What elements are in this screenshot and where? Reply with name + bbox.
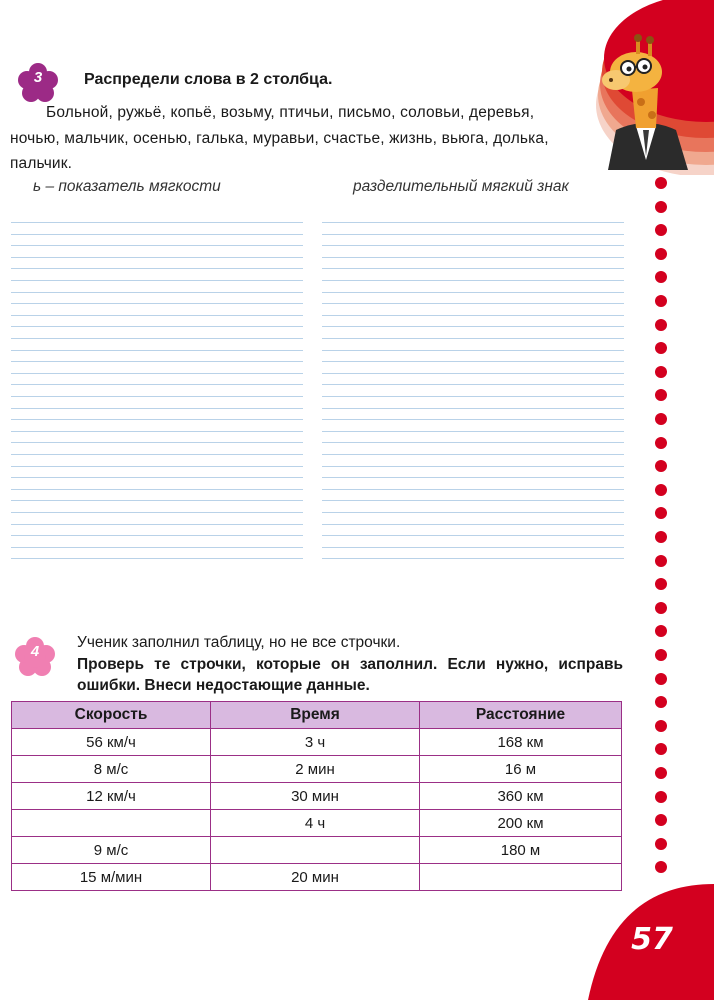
ruled-line [322,361,624,362]
column-header-soft-sign: ь – показатель мягкости [33,178,221,195]
ruled-line [322,547,624,548]
table-row [12,864,622,891]
task3-title: Распредели слова в 2 столбца. [84,71,333,88]
ruled-line [11,350,303,351]
speed-cell[interactable]: 15 м/мин [12,864,211,891]
ruled-line [11,280,303,281]
answer-lines-left[interactable] [11,222,303,572]
margin-dot [655,767,667,779]
margin-dot [655,389,667,401]
task3-badge [17,62,59,104]
ruled-line [322,373,624,374]
margin-dot [655,625,667,637]
ruled-line [11,257,303,258]
margin-dot [655,743,667,755]
ruled-line [322,558,624,559]
ruled-line [11,454,303,455]
margin-dot [655,271,667,283]
speed-time-distance-table [11,701,622,891]
ruled-line [11,547,303,548]
speed-cell[interactable] [12,810,211,837]
margin-dot [655,602,667,614]
ruled-line [11,303,303,304]
ruled-line [11,558,303,559]
margin-dot [655,531,667,543]
giraffe-mascot-icon [596,30,696,170]
ruled-line [322,245,624,246]
ruled-line [11,489,303,490]
ruled-line [11,500,303,501]
margin-dot [655,177,667,189]
speed-cell[interactable]: 12 км/ч [12,783,211,810]
ruled-line [11,292,303,293]
ruled-line [322,466,624,467]
ruled-line [322,535,624,536]
ruled-line [11,384,303,385]
ruled-line [322,408,624,409]
ruled-line [11,512,303,513]
ruled-line [322,292,624,293]
ruled-line [11,326,303,327]
margin-dot [655,413,667,425]
ruled-line [322,431,624,432]
ruled-line [322,280,624,281]
margin-dot [655,673,667,685]
ruled-line [11,373,303,374]
margin-dot [655,224,667,236]
table-row [12,837,622,864]
ruled-line [11,245,303,246]
time-cell[interactable] [211,837,420,864]
distance-cell[interactable]: 200 км [420,810,622,837]
table-row [12,783,622,810]
ruled-line [322,419,624,420]
margin-dot [655,342,667,354]
ruled-line [322,384,624,385]
page-number: 57 [631,922,673,957]
ruled-line [11,419,303,420]
ruled-line [11,431,303,432]
ruled-line [322,396,624,397]
time-cell[interactable]: 3 ч [211,729,420,756]
speed-cell[interactable]: 8 м/с [12,756,211,783]
time-cell[interactable]: 20 мин [211,864,420,891]
task4-intro: Ученик заполнил таблицу, но не все строчки. [77,634,401,651]
header-time: Время [211,702,420,729]
answer-lines-right[interactable] [322,222,624,572]
ruled-line [322,512,624,513]
margin-dot [655,460,667,472]
task4-number: 4 [30,643,40,660]
ruled-line [322,234,624,235]
margin-dot [655,861,667,873]
table-row [12,756,622,783]
table-row [12,810,622,837]
ruled-line [322,268,624,269]
margin-dot [655,555,667,567]
ruled-line [11,361,303,362]
ruled-line [322,222,624,223]
ruled-line [322,350,624,351]
ruled-line [322,315,624,316]
margin-dot [655,649,667,661]
ruled-line [322,500,624,501]
ruled-line [322,489,624,490]
ruled-line [11,524,303,525]
ruled-line [11,442,303,443]
time-cell[interactable]: 30 мин [211,783,420,810]
distance-cell[interactable]: 16 м [420,756,622,783]
margin-dot [655,484,667,496]
ruled-line [322,524,624,525]
table-header-row [12,702,622,729]
distance-cell[interactable]: 168 км [420,729,622,756]
task4-instruction: Проверь те строчки, которые он заполнил. Если нужно, исправь ошибки. Внеси недостающие данные. [77,656,623,694]
ruled-line [11,315,303,316]
ruled-line [322,257,624,258]
margin-dot [655,437,667,449]
margin-dot [655,838,667,850]
margin-dot [655,791,667,803]
margin-dot [655,295,667,307]
ruled-line [11,222,303,223]
ruled-line [322,338,624,339]
ruled-line [322,303,624,304]
distance-cell[interactable]: 360 км [420,783,622,810]
ruled-line [11,408,303,409]
distance-cell[interactable]: 180 м [420,837,622,864]
speed-cell[interactable]: 9 м/с [12,837,211,864]
ruled-line [11,396,303,397]
ruled-line [11,535,303,536]
ruled-line [11,268,303,269]
margin-dot [655,720,667,732]
margin-dot [655,696,667,708]
margin-dot [655,578,667,590]
ruled-line [11,466,303,467]
ruled-line [11,477,303,478]
margin-dot [655,248,667,260]
margin-dot [655,814,667,826]
task3-word-list: Больной, ружьё, копьё, возьму, птичьи, письмо, соловьи, деревья, ночью, мальчик, осенью, галька, муравьи, счастье, жизнь, вьюга, долька, пальчик. [10,104,549,172]
column-header-separating-sign: разделительный мягкий знак [353,178,569,195]
speed-cell[interactable]: 56 км/ч [12,729,211,756]
time-cell[interactable]: 4 ч [211,810,420,837]
ruled-line [322,477,624,478]
distance-cell[interactable] [420,864,622,891]
margin-dot [655,201,667,213]
ruled-line [11,338,303,339]
dotted-margin [653,177,671,889]
task4-badge [14,636,56,678]
ruled-line [322,454,624,455]
task3-number: 3 [33,69,43,86]
ruled-line [322,326,624,327]
header-speed: Скорость [12,702,211,729]
margin-dot [655,319,667,331]
margin-dot [655,366,667,378]
time-cell[interactable]: 2 мин [211,756,420,783]
ruled-line [322,442,624,443]
ruled-line [11,234,303,235]
table-row [12,729,622,756]
header-distance: Расстояние [420,702,622,729]
margin-dot [655,507,667,519]
